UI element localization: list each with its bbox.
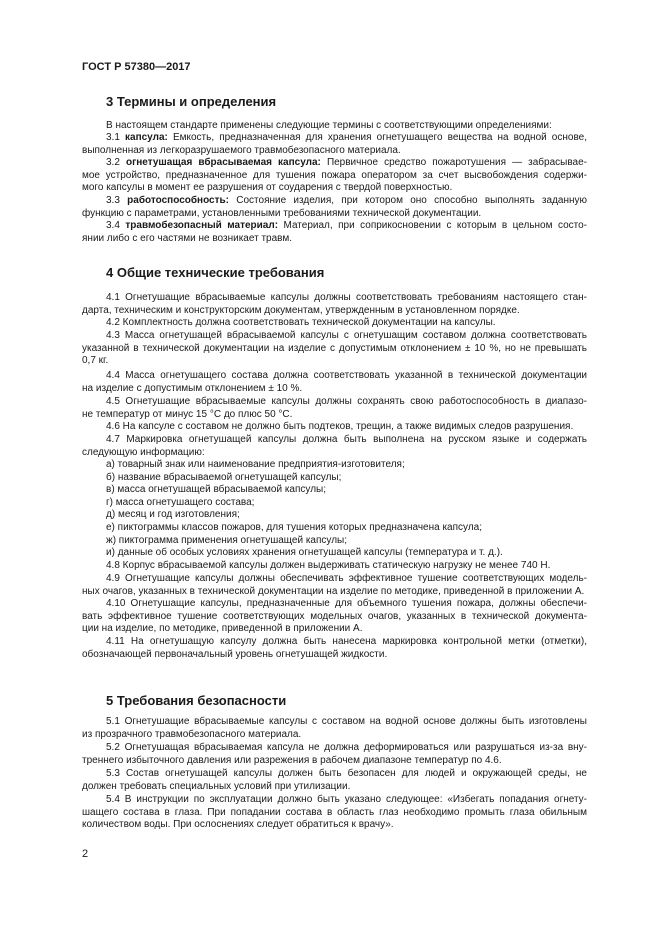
paragraph-4-8: 4.8 Корпус вбрасываемой капсулы должен выдерживать статическую нагрузку не менее 740 Н. — [106, 560, 551, 571]
list-item: и) данные об особых условиях хранения огнетушащей капсулы (температура и т. д.). — [106, 547, 503, 559]
paragraph-4-10: 4.10 Огнетушащие капсулы, предназначенные для объемного тушения пожара, должны обеспечи- вать эффективное тушение соответствующих модельных очагов, указанных в технической документа- ции на изделие, по методике, приведенной в приложении А. — [82, 598, 587, 635]
paragraph-4-3: 4.3 Масса огнетушащей вбрасываемой капсулы с огнетушащим составом должна соответствовать указанной в технической документации на изделие с допустимым отклонением ± 10 %, но не превышать 0,7 кг. — [82, 330, 587, 367]
paragraph-4-2: 4.2 Комплектность должна соответствовать технической документации на капсулы. — [106, 317, 496, 328]
paragraph-4-5: 4.5 Огнетушащие вбрасываемые капсулы должны сохранять свою работоспособность в диапазо- не температур от минус 15 °С до плюс 50 °С. — [82, 396, 587, 420]
paragraph-5-2: 5.2 Огнетушащая вбрасываемая капсула не должна деформироваться или разрушаться из-за вну- треннего избыточного давления или разрежения в рабочем диапазоне температур по 4.6. — [82, 742, 587, 766]
list-item: г) масса огнетушащего состава; — [106, 496, 255, 508]
term-name: работоспособность: — [127, 195, 229, 206]
marking-list — [82, 459, 587, 560]
paragraph-5-1: 5.1 Огнетушащие вбрасываемые капсулы с составом на водной основе должны быть изготовлены из прозрачного травмобезопасного материала. — [82, 716, 587, 740]
term-3-1: 3.1 капсула: Емкость, предназначенная для хранения огнетушащего вещества на водной основе, выполненная из легкоразрушаемого травмобезопасного материала. — [82, 132, 587, 156]
paragraph-4-9: 4.9 Огнетушащие капсулы должны обеспечивать эффективное тушение соответствующих модель- ных очагов, указанных в технической документации на изделие по методике, приведенной в приложении А. — [82, 573, 587, 597]
list-item: а) товарный знак или наименование предприятия-изготовителя; — [106, 459, 405, 470]
term-3-2: 3.2 огнетушащая вбрасываемая капсула: Первичное средство пожаротушения — забрасывае- мое устройство, предназначенное для тушения пожара оператором за счет высвобождения содержи- мого капсулы в момент ее разрушения от соударения с твердой поверхностью. — [82, 157, 587, 194]
paragraph-5-4: 5.4 В инструкции по эксплуатации должно быть указано следующее: «Избегать попадания огнету- шащего состава в глаза. При попадании состава в область глаз необходимо промыть глаза обильным количеством воды. При ослоснениях следует обратиться к врачу». — [82, 794, 587, 831]
paragraph-4-1: 4.1 Огнетушащие вбрасываемые капсулы должны соответствовать требованиям настоящего стан- дарта, техническим и конструкторским документам, утвержденным в установленном порядке. — [82, 292, 587, 316]
term-3-3: 3.3 работоспособность: Состояние изделия, при котором оно способно выполнять заданную функцию с параметрами, установленными требованиями технической документации. — [82, 195, 588, 219]
term-name: травмобезопасный материал: — [125, 220, 279, 231]
term-3-4: 3.4 травмобезопасный материал: Материал, при соприкосновении с которым в цельном состо- янии либо с его частями не возникает травм. — [82, 220, 587, 244]
section-5-title: 5 Требования безопасности — [106, 693, 287, 708]
list-item: е) пиктограммы классов пожаров, для тушения которых предназначена капсула; — [106, 521, 482, 533]
term-name: капсула: — [125, 132, 168, 143]
paragraph-4-6: 4.6 На капсуле с составом не должно быть подтеков, трещин, а также видимых следов разрушения. — [106, 421, 574, 432]
paragraph-4-7: 4.7 Маркировка огнетушащей капсулы должна быть выполнена на русском языке и содержать следующую информацию: — [82, 434, 587, 458]
page-number: 2 — [82, 848, 89, 860]
list-item: д) месяц и год изготовления; — [106, 509, 240, 521]
section-3-title: 3 Термины и определения — [106, 94, 277, 109]
list-item: б) название вбрасываемой огнетушащей капсулы; — [106, 471, 342, 483]
list-item: в) масса огнетушащей вбрасываемой капсулы; — [106, 484, 326, 496]
list-item: ж) пиктограмма применения огнетушащей капсулы; — [106, 534, 347, 546]
paragraph-5-3: 5.3 Состав огнетушащей капсулы должен быть безопасен для людей и окружающей среды, не должен требовать специальных условий при утилизации. — [82, 768, 587, 792]
section-3-intro: В настоящем стандарте применены следующие термины с соответствующими определениями: — [106, 120, 552, 131]
paragraph-4-4: 4.4 Масса огнетушащего состава должна соответствовать указанной в технической документации на изделие с допустимым отклонением ± 10 %. — [82, 370, 587, 394]
section-4-title: 4 Общие технические требования — [106, 265, 325, 280]
term-name: огнетушащая вбрасываемая капсула: — [125, 157, 321, 168]
standard-header: ГОСТ Р 57380—2017 — [82, 61, 191, 73]
paragraph-4-11: 4.11 На огнетушащую капсулу должна быть нанесена маркировка контрольной метки (отметки), обозначающей первоначальный уровень огнетушащей жидкости. — [82, 636, 587, 660]
